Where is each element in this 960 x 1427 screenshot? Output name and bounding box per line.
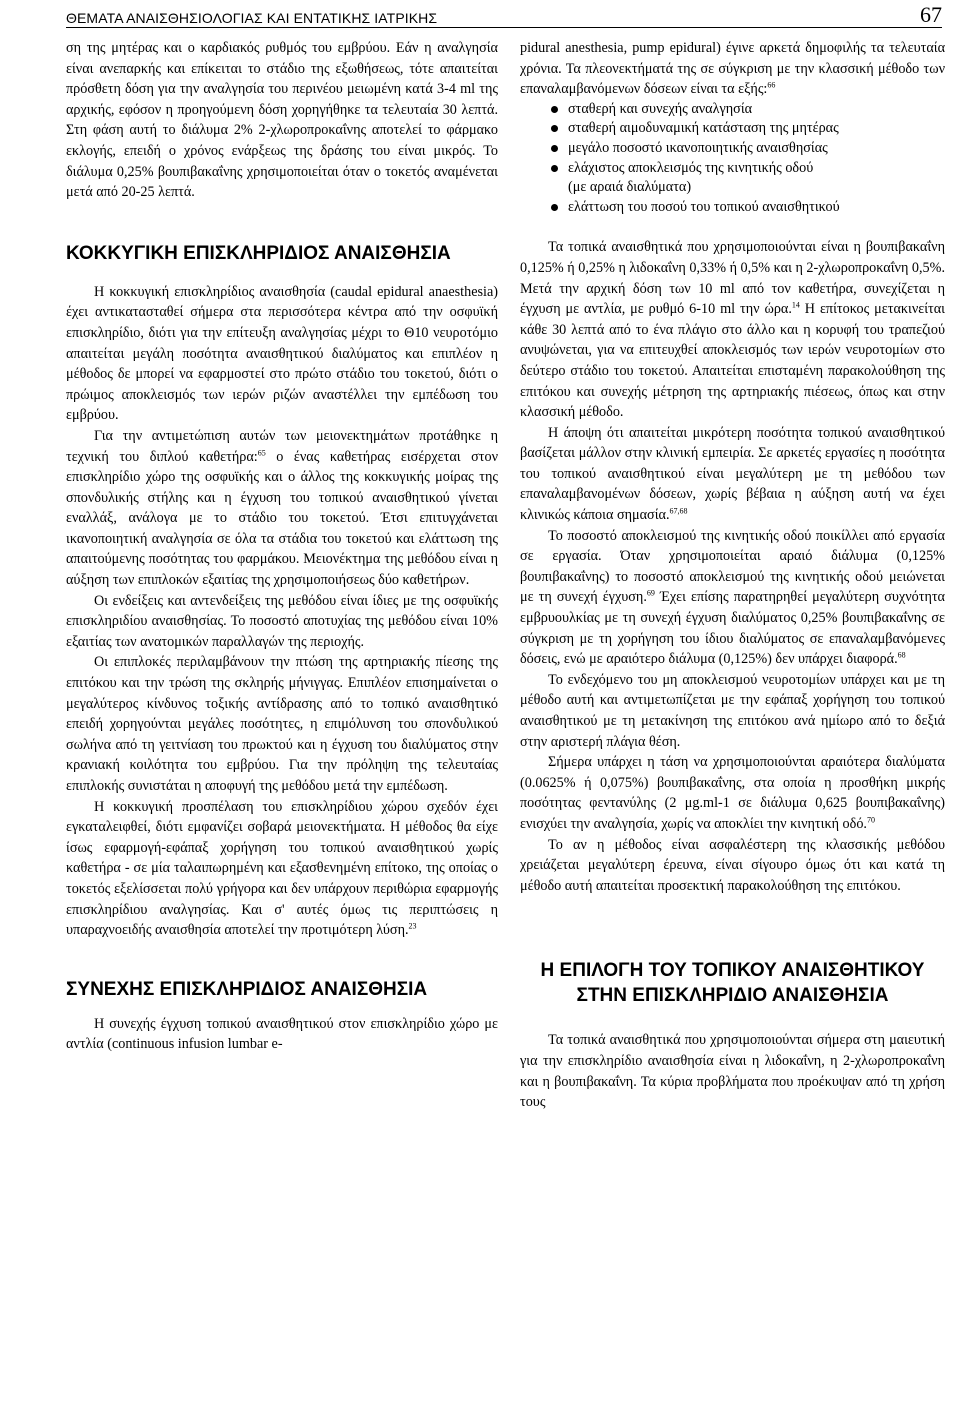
- right-column: [520, 38, 945, 1113]
- p2-text-cont: Η επίτοκος μετακινείται κάθε 30 λεπτά από το ένα πλάγιο στο άλλο και η κορυφή του τραπεζιού ανυψώνεται, για να επιτευχθεί αποκλεισμός των ιερών νευροτομίων στο δεύτερο στάδιο του τοκετού. Απαιτείται επισταμένη παρακολούθηση της επιτόκου και συνεχής μέτρηση της αρτηριακής πιέσεως, όπως και στην κλασσική μέθοδο.: [520, 301, 945, 421]
- bullet-icon: [551, 125, 558, 132]
- citation: 70: [866, 815, 875, 825]
- header-rule: [66, 27, 942, 28]
- right-paragraph-5: Το ενδεχόμενο του μη αποκλεισμού νευροτομίων υπάρχει και με τη μέθοδο αυτή και αντιμετωπίζεται με την εφάπαξ χορήγηση του τοπικού αναισθητικού με τη μετακίνηση της επιτόκου ανά ημίωρο από το δεξιά στην αριστερή πλάγια θέση.: [520, 671, 945, 750]
- page-number: 67: [920, 2, 942, 27]
- running-header: [66, 4, 942, 26]
- heading-choice: Η ΕΠΙΛΟΓΗ ΤΟΥ ΤΟΠΙΚΟΥ ΑΝΑΙΣΘΗΤΙΚΟΥ ΣΤΗΝ ΕΠΙΣΚΛΗΡΙΔΙΟ ΑΝΑΙΣΘΗΣΙΑ: [540, 960, 925, 1007]
- list-item: [520, 159, 945, 179]
- citation: 14: [791, 300, 800, 310]
- right-paragraph-7: Το αν η μέθοδος είναι ασφαλέστερη της κλασσικής μεθόδου χρειάζεται μεγαλύτερη έρευνα, είναι σίγουρο όμως ότι και κατά τη μέθοδο αυτή απαιτείται προσεκτική παρακολούθηση της επιτόκου.: [520, 836, 945, 894]
- list-item-text: ελάχιστος αποκλεισμός της κινητικής οδού: [568, 159, 814, 176]
- continuous-paragraph-1: Η συνεχής έγχυση τοπικού αναισθητικού στον επισκληρίδιο χώρο με αντλία (continuous infusion lumbar e-: [66, 1015, 498, 1053]
- bullet-icon: [551, 165, 558, 172]
- caudal-paragraph-3: Οι ενδείξεις και αντενδείξεις της μεθόδου είναι ίδιες με της οσφυϊκής επισκληριδίου αναισθησίας. Το ποσοστό αποτυχίας της μεθόδου είναι 10% εξαιτίας των ανατομικών παραλλαγών της περιοχής.: [66, 592, 498, 650]
- list-item-text: σταθερή αιμοδυναμική κατάσταση της μητέρας: [568, 120, 839, 137]
- right-paragraph-4: [520, 526, 945, 670]
- list-item-text: σταθερή και συνεχής αναλγησία: [568, 100, 753, 117]
- citation: 69: [646, 588, 655, 598]
- citation: 65: [257, 447, 266, 457]
- advantages-list: [520, 100, 945, 218]
- list-item: [520, 100, 945, 120]
- list-item-text: (με αραιά διαλύματα): [568, 179, 692, 196]
- list-item: [520, 139, 945, 159]
- list-item-text: μεγάλο ποσοστό ικανοποιητικής αναισθησίας: [568, 139, 828, 156]
- p6-text: Σήμερα υπάρχει η τάση να χρησιμοποιούνται αραιότερα διαλύματα (0.0625% ή 0,075%) βουπιβακαΐνης, στα οποία η προσθήκη μικρής ποσότητας φεντανύλης (2 μg.ml-1 σε διάλυμα 0,625 βουπιβακαΐνης) ενισχύει την αναλγησία, χωρίς να αποκλίει την κινητική οδό.: [520, 754, 945, 832]
- continuous-paragraph-1-cont: [520, 38, 945, 100]
- heading-caudal: ΚΟΚΚΥΓΙΚΗ ΕΠΙΣΚΛΗΡΙΔΙΟΣ ΑΝΑΙΣΘΗΣΙΑ: [66, 242, 451, 264]
- intro-paragraph: ση της μητέρας και ο καρδιακός ρυθμός του εμβρύου. Εάν η αναλγησία είναι ανεπαρκής και επίκειται το στάδιο της εξωθήσεως, τότε απαιτείται πρόσθετη δόση για την αναλγησία του περινέου μειωμένη κατά 3-4 ml της αρχικής, εφόσον η προηγούμενη δόση χορηγήθηκε τα τελευταία 30 λεπτά. Στη φάση αυτή το διάλυμα 2% 2-χλωροπροκαΐνης αποτελεί το φάρμακο εκλογής, επειδή ο χρόνος ενάρξεως της δράσης του είναι μικρός. Το διάλυμα 0,25% βουπιβακαΐνης χρησιμοποιείται όταν ο τοκετός αναμένεται μετά από 20-25 λεπτά.: [66, 40, 498, 201]
- bullet-icon: [551, 145, 558, 152]
- citation: 23: [408, 921, 417, 931]
- right-paragraph-6: [520, 752, 945, 834]
- caudal-paragraph-4: Οι επιπλοκές περιλαμβάνουν την πτώση της αρτηριακής πίεσης της επιτόκου και την τρώση της σκληρής μήνιγγας. Επιπλέον επισημαίνεται ο μεγαλύτερος κίνδυνος τοξικής αντίδρασης από το τοπικό αναισθητικό επειδή χορηγούνται μεγάλες ποσότητες, η επιμόλυνση του σπονδυλικού σωλήνα από τη γειτνίαση του πρωκτού και η έγχυση του διαλύματος στην κρανιακή κοιλότητα του εμβρύου. Για την πρόληψη της τελευταίας επιπλοκής συνιστάται η αποφυγή της μεθόδου μετά την εμπέδωση.: [66, 654, 498, 794]
- p3-text: Η άποψη ότι απαιτείται μικρότερη ποσότητα τοπικού αναισθητικού βασίζεται μάλλον στην κλινική εμπειρία. Σε αρκετές εργασίες η ποσότητα του τοπικού αναισθητικού είναι μεγαλύτερη με τη μεθόδου των επαναλαμβανομένων δόσεων, χωρίς βέβαια η αύξηση αυτή να έχει κλινικώς κάποια σημασία.: [520, 424, 945, 524]
- cont-p1-text: pidural anesthesia, pump epidural) έγινε αρκετά δημοφιλής τα τελευταία χρόνια. Τα πλεονεκτήματά της σε σύγκριση με την κλασσική μέθοδο των επαναλαμβανόμενων δόσεων είναι τα εξής:: [520, 40, 945, 98]
- right-paragraph-3: [520, 423, 945, 526]
- left-column: [66, 38, 498, 1055]
- list-item: [520, 198, 945, 218]
- caudal-p2-text-cont: ο ένας καθετήρας εισέρχεται στον επισκληρίδιο χώρο της οσφυϊκής και ο άλλος της κοκκυγικής μοίρας της σπονδυλικής στήλης και η έγχυση του τοπικού αναισθητικού γίνεται εναλλάξ, ανάλογα με το στάδιο του τοκετού. Έτσι επιτυγχάνεται ικανοποιητική αναλγησία σε όλα τα στάδια του τοκετού και ελάττωση της απαιτούμενης ποσότητας του φαρμάκου. Μειονέκτημα της μεθόδου είναι η αύξηση των επιπλοκών εξαιτίας της χρησιμοποιήσεως δύο καθετήρων.: [66, 448, 498, 589]
- list-item: [520, 119, 945, 139]
- bullet-icon: [551, 204, 558, 211]
- citation: 67,68: [669, 506, 688, 516]
- caudal-paragraph-1: Η κοκκυγική επισκληρίδιος αναισθησία (caudal epidural anaesthesia) έχει αντικατασταθεί σήμερα στα περισσότερα κέντρα από την οσφυϊκή επισκληρίδιο, διότι για την επίτευξη αναλγησίας μέχρι το Θ10 νευροτόμιο απαιτείται μεγάλη ποσότητα αναισθητικού διαλύματος και επιπλέον η μέθοδος δε μπορεί να εφαρμοστεί στο πρώτο στάδιο του τοκετού, διότι ο πρώιμος αποκλεισμός των ιερών ριζών αναστέλλει την εμπέδωση του εμβρύου.: [66, 283, 498, 424]
- caudal-paragraph-2: [66, 426, 498, 591]
- running-title: ΘΕΜΑΤΑ ΑΝΑΙΣΘΗΣΙΟΛΟΓΙΑΣ ΚΑΙ ΕΝΤΑΤΙΚΗΣ ΙΑΤΡΙΚΗΣ: [66, 10, 438, 26]
- caudal-p2-text: Για την αντιμετώπιση αυτών των μειονεκτημάτων προτάθηκε η τεχνική του διπλού καθετήρα:: [66, 427, 498, 465]
- bullet-icon: [551, 106, 558, 113]
- p4-text: Το ποσοστό αποκλεισμού της κινητικής οδού ποικίλλει από εργασία σε εργασία. Όταν χρησιμοποιείται αραιό διάλυμα (0,125% βουπιβακαΐνης) το ποσοστό αποκλεισμού της κινητικής οδού μειώνεται με τη συνεχή έγχυση.: [520, 527, 945, 606]
- caudal-p5-text: Η κοκκυγική προσπέλαση του επισκληρίδιου χώρου σχεδόν έχει εγκαταλειφθεί, διότι εμφανίζει σοβαρά μειονεκτήματα. Η μέθοδος θα είχε ίσως εφαρμογή-εφάπαξ χορήγηση του τοπικού αναισθητικού χωρίς καθετήρα - σε μία ταλαιπωρημένη και εξασθενημένη επίτοκο, της οποίας ο τοκετός εξελίσσεται πολύ γρήγορα και δεν υπάρχουν περιθώρια εφαρμογής επισκληρίδιου αναλγησίας. Και σ' αυτές όμως τις περιπτώσεις η υπαραχνοειδής αναισθησία αποτελεί την προτιμότερη λύση.: [66, 798, 498, 939]
- citation: 68: [897, 650, 906, 660]
- right-paragraph-2: [520, 237, 945, 422]
- list-item: [520, 178, 945, 198]
- p4-text-cont: Έχει επίσης παρατηρηθεί μεγαλύτερη συχνότητα εμβρυουλκίας με τη συνεχή έγχυση διαλύματος 0,25% βουπιβακαΐνης σε σύγκριση με τη χορήγηση του ίδιου διαλύματος σε επαναλαμβανόμενες δόσεις, ενώ με αραιότερο διάλυμα (0,125%) δεν υπάρχει διαφορά.: [520, 589, 945, 668]
- choice-paragraph-1: Τα τοπικά αναισθητικά που χρησιμοποιούνται σήμερα στη μαιευτική για την επισκληρίδιο αναισθησία είναι η λιδοκαΐνη, η 2-χλωροπροκαΐνη και η βουπιβακαΐνη. Τα κύρια προβλήματα που προέκυψαν από τη χρήση τους: [520, 1032, 945, 1111]
- p2-text: Τα τοπικά αναισθητικά που χρησιμοποιούνται είναι η βουπιβακαΐνη 0,125% ή 0,25% η λιδοκαΐνη 0,33% ή 0,5% και η 2-χλωροπροκαΐνη 0,5%. Μετά την αρχική δόση των 10 ml από τον καθετήρα, συνεχίζεται η έγχυση με αντλία, με ρυθμό 6-10 ml την ώρα.: [520, 239, 946, 318]
- list-item-text: ελάττωση του ποσού του τοπικού αναισθητικού: [568, 198, 840, 215]
- heading-continuous: ΣΥΝΕΧΗΣ ΕΠΙΣΚΛΗΡΙΔΙΟΣ ΑΝΑΙΣΘΗΣΙΑ: [66, 978, 428, 1000]
- citation: 66: [767, 80, 776, 90]
- caudal-paragraph-5: [66, 797, 498, 941]
